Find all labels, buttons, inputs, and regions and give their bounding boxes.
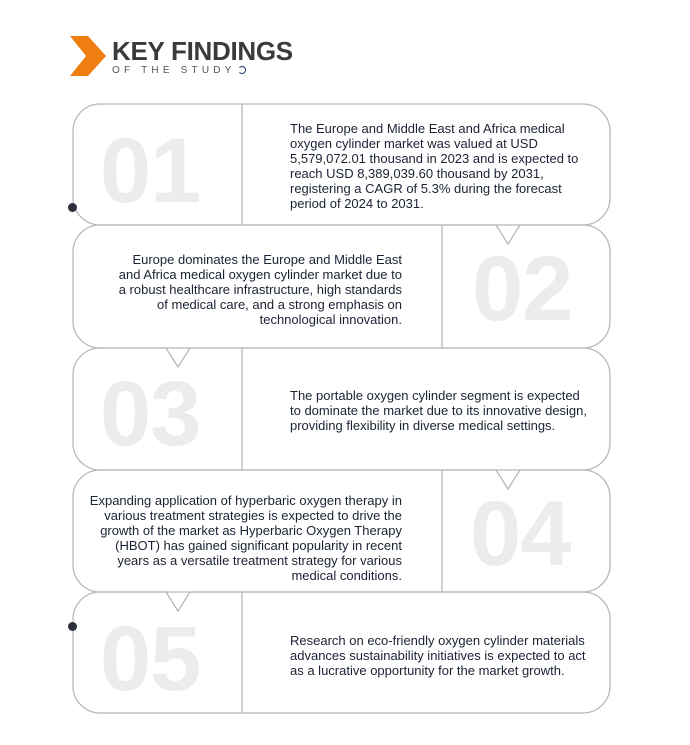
finding-number: 02	[472, 238, 573, 340]
finding-text: Research on eco-friendly oxygen cylinder materials advances sustainability initiatives is expected to act as a lucrative opportunity for the market growth.	[290, 633, 586, 678]
page-title: KEY FINDINGS	[112, 36, 293, 66]
finding-number: 03	[100, 363, 201, 465]
finding-number: 01	[100, 120, 201, 222]
finding-text: Expanding application of hyperbaric oxygen therapy in various treatment strategies is expected to drive the growth of the market as Hyperbaric Oxygen Therapy (HBOT) has gained significant popularity in recent years as a versatile treatment strategy for various medical conditions.	[89, 493, 402, 583]
finding-number: 04	[470, 483, 571, 585]
timeline-end-dot	[68, 622, 77, 631]
finding-text: The portable oxygen cylinder segment is expected to dominate the market due to its innovative design, providing flexibility in diverse medical settings.	[290, 388, 588, 433]
finding-text: Europe dominates the Europe and Middle East and Africa medical oxygen cylinder market due to a robust healthcare infrastructure, high standards of medical care, and a strong emphasis on technological innovation.	[118, 252, 402, 327]
subtitle-text: OF THE STUDY	[112, 65, 236, 76]
finding-number: 05	[100, 608, 201, 710]
timeline-start-dot	[68, 203, 77, 212]
finding-text: The Europe and Middle East and Africa medical oxygen cylinder market was valued at USD 5,579,072.01 thousand in 2023 and is expected to reach USD 8,389,039.60 thousand by 2031, registering a CAGR of 5.3% during the forecast period of 2024 to 2031.	[290, 121, 579, 211]
